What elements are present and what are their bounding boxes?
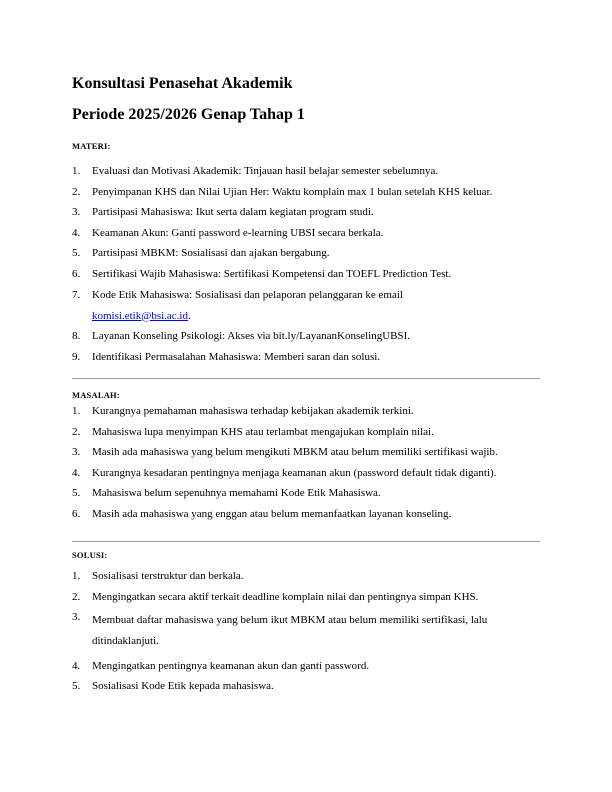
list-item: [72, 659, 552, 673]
item-text: Mahasiswa lupa menyimpan KHS atau terlambat mengajukan komplain nilai.: [92, 425, 434, 438]
masalah-label: MASALAH:: [72, 390, 120, 400]
item-number: 3.: [72, 206, 81, 219]
item-text: Kode Etik Mahasiswa: Sosialisasi dan pelaporan pelanggaran ke email: [92, 288, 403, 301]
section-divider: [72, 378, 540, 379]
item-number: 2.: [72, 590, 81, 603]
item-number: 4.: [72, 226, 81, 239]
item-number: 2.: [72, 425, 81, 438]
item-text: Mahasiswa belum sepenuhnya memahami Kode Etik Mahasiswa.: [92, 487, 381, 500]
item-text: Mengingatkan secara aktif terkait deadline komplain nilai dan pentingnya simpan KHS.: [92, 590, 479, 603]
item-text: Partisipasi Mahasiswa: Ikut serta dalam kegiatan program studi.: [92, 206, 374, 219]
list-item: [72, 590, 552, 604]
item-text: Partisipasi MBKM: Sosialisasi dan ajakan bergabung.: [92, 247, 330, 260]
list-item: [72, 679, 552, 693]
item-number: 6.: [72, 507, 81, 520]
item-number: 2.: [72, 185, 81, 198]
item-text: Identifikasi Permasalahan Mahasiswa: Memberi saran dan solusi.: [92, 350, 381, 363]
item-number: 3.: [72, 611, 81, 624]
document-title: Konsultasi Penasehat Akademik: [72, 75, 293, 92]
list-item: [72, 329, 552, 343]
list-item: [72, 445, 552, 459]
item-text: Sertifikasi Wajib Mahasiswa: Sertifikasi Kompetensi dan TOEFL Prediction Test.: [92, 267, 452, 280]
item-number: 8.: [72, 330, 81, 343]
item-number: 1.: [72, 405, 81, 417]
item-number: 4.: [72, 659, 81, 672]
item-number: 5.: [72, 487, 81, 500]
item-text: Mengingatkan pentingnya keamanan akun dan ganti password.: [92, 659, 370, 672]
item-text-suffix: .: [187, 309, 191, 322]
materi-label: MATERI:: [72, 141, 111, 151]
item-number: 1.: [72, 570, 81, 582]
item-text: Sosialisasi Kode Etik kepada mahasiswa.: [92, 680, 274, 693]
list-item: [72, 164, 552, 178]
item-text: Layanan Konseling Psikologi: Akses via bit.ly/LayananKonselingUBSI.: [92, 330, 411, 343]
item-number: 3.: [72, 446, 81, 459]
item-number: 1.: [72, 165, 81, 177]
item-number: 4.: [72, 466, 81, 479]
list-item: [72, 507, 552, 521]
list-item: [72, 205, 552, 219]
list-item: [72, 569, 552, 583]
list-item: [72, 246, 552, 260]
item-text: Kurangnya pemahaman mahasiswa terhadap kebijakan akademik terkini.: [92, 405, 414, 417]
document-subtitle: Periode 2025/2026 Genap Tahap 1: [72, 106, 305, 123]
masalah-list: [72, 404, 552, 528]
list-item: [72, 185, 552, 199]
item-text: Keamanan Akun: Ganti password e-learning UBSI secara berkala.: [92, 226, 384, 239]
section-divider: [72, 541, 540, 542]
item-text: Kurangnya kesadaran pentingnya menjaga keamanan akun (password default tidak diganti).: [92, 466, 497, 479]
list-item: [72, 466, 552, 480]
item-number: 5.: [72, 247, 81, 260]
list-item: [72, 425, 552, 439]
solusi-list: [72, 569, 552, 700]
item-number: 9.: [72, 350, 81, 363]
list-item: [72, 288, 552, 323]
email-link[interactable]: komisi.etik@bsi.ac.id: [92, 309, 188, 322]
list-item: [72, 226, 552, 240]
item-number: 5.: [72, 680, 81, 693]
list-item: [72, 267, 552, 281]
item-text: Evaluasi dan Motivasi Akademik: Tinjauan hasil belajar semester sebelumnya.: [92, 165, 439, 177]
list-item: [72, 404, 552, 418]
item-text: Masih ada mahasiswa yang enggan atau belum memanfaatkan layanan konseling.: [92, 507, 452, 520]
item-text: Penyimpanan KHS dan Nilai Ujian Her: Waktu komplain max 1 bulan setelah KHS keluar.: [92, 185, 493, 198]
item-text: Membuat daftar mahasiswa yang belum ikut MBKM atau belum memiliki sertifikasi, lalu ditindaklanjuti.: [92, 614, 488, 648]
item-number: 7.: [72, 288, 81, 301]
list-item: [72, 486, 552, 500]
list-item: [72, 350, 552, 364]
list-item: [72, 610, 552, 652]
item-text: Masih ada mahasiswa yang belum mengikuti MBKM atau belum memiliki sertifikasi wajib.: [92, 446, 498, 459]
solusi-label: SOLUSI:: [72, 550, 108, 560]
item-text: Sosialisasi terstruktur dan berkala.: [92, 570, 244, 582]
materi-list: [72, 164, 552, 370]
item-number: 6.: [72, 267, 81, 280]
